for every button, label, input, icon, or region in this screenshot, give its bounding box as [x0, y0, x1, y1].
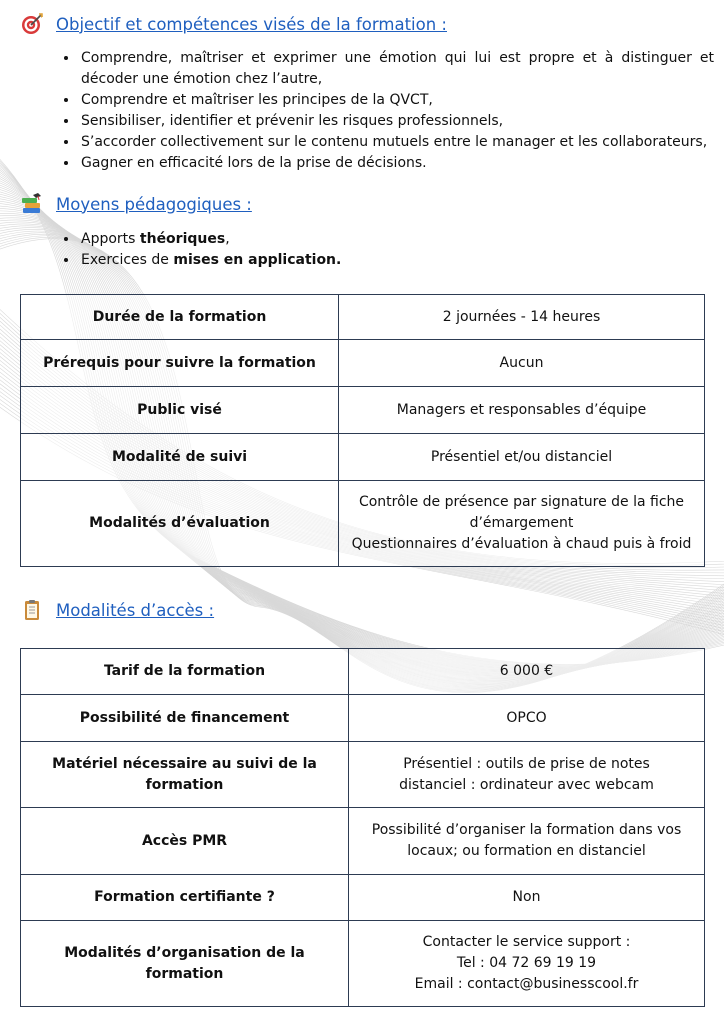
row-value: Aucun: [339, 340, 705, 387]
row-label: Modalités d’évaluation: [21, 481, 339, 567]
table-row: [21, 649, 705, 695]
methods-list: [59, 229, 699, 271]
method-item: [79, 229, 699, 250]
objective-item: • Gagner en efficacité lors de la prise de décisions.: [79, 153, 714, 174]
method-item: [79, 250, 699, 271]
access-heading: Modalités d’accès :: [56, 600, 215, 620]
method-bold-text: théoriques: [139, 231, 226, 247]
clipboard-icon: [20, 598, 44, 622]
method-bold-text: mises en application.: [173, 252, 342, 268]
table-row: [21, 387, 705, 434]
row-value: Managers et responsables d’équipe: [339, 387, 705, 434]
objective-item: • Sensibiliser, identifier et prévenir les risques professionnels,: [79, 111, 714, 132]
objective-item: • Comprendre et maîtriser les principes de la QVCT,: [79, 90, 714, 111]
row-value: 6 000 €: [349, 649, 705, 695]
row-label: Tarif de la formation: [21, 649, 349, 695]
table-row: [21, 695, 705, 742]
row-value: Contacter le service support : Tel : 04 72 69 19 19 Email : contact@businesscool.fr: [349, 921, 705, 1007]
row-value: Présentiel et/ou distanciel: [339, 434, 705, 481]
row-label: Accès PMR: [21, 808, 349, 875]
row-label: Formation certifiante ?: [21, 875, 349, 921]
training-info-table: [20, 294, 705, 567]
row-value: Non: [349, 875, 705, 921]
method-text: Apports: [81, 231, 140, 247]
row-value: Contrôle de présence par signature de la fiche d’émargement Questionnaires d’évaluation à chaud puis à froid: [339, 481, 705, 567]
row-label: Prérequis pour suivre la formation: [21, 340, 339, 387]
objective-item: • Comprendre, maîtriser et exprimer une émotion qui lui est propre et à distinguer et décoder une émotion chez l’autre,: [79, 48, 714, 90]
method-text: ,: [225, 231, 230, 247]
row-value: 2 journées - 14 heures: [339, 295, 705, 340]
objectives-heading: Objectif et compétences visés de la formation :: [56, 14, 447, 34]
row-label: Possibilité de financement: [21, 695, 349, 742]
method-text: Exercices de: [81, 252, 174, 268]
table-row: [21, 434, 705, 481]
row-label: Modalité de suivi: [21, 434, 339, 481]
objective-item: • S’accorder collectivement sur le contenu mutuels entre le manager et les collaborateurs,: [79, 132, 714, 153]
row-label: Modalités d’organisation de la formation: [21, 921, 349, 1007]
row-value: Possibilité d’organiser la formation dans vos locaux; ou formation en distanciel: [349, 808, 705, 875]
table-row: [21, 742, 705, 808]
table-row: [21, 481, 705, 567]
row-label: Matériel nécessaire au suivi de la formation: [21, 742, 349, 808]
row-label: Public visé: [21, 387, 339, 434]
table-row: [21, 921, 705, 1007]
methods-section-title: [20, 192, 252, 216]
objectives-section-title: [20, 12, 447, 36]
table-row: [21, 808, 705, 875]
table-row: [21, 295, 705, 340]
row-label: Durée de la formation: [21, 295, 339, 340]
books-icon: [20, 192, 44, 216]
objectives-list: [59, 48, 714, 174]
target-icon: [20, 12, 44, 36]
access-section-title: [20, 598, 214, 622]
access-info-table: [20, 648, 705, 1007]
row-value: Présentiel : outils de prise de notes distanciel : ordinateur avec webcam: [349, 742, 705, 808]
methods-heading: Moyens pédagogiques :: [56, 194, 252, 214]
table-row: [21, 875, 705, 921]
row-value: OPCO: [349, 695, 705, 742]
table-row: [21, 340, 705, 387]
